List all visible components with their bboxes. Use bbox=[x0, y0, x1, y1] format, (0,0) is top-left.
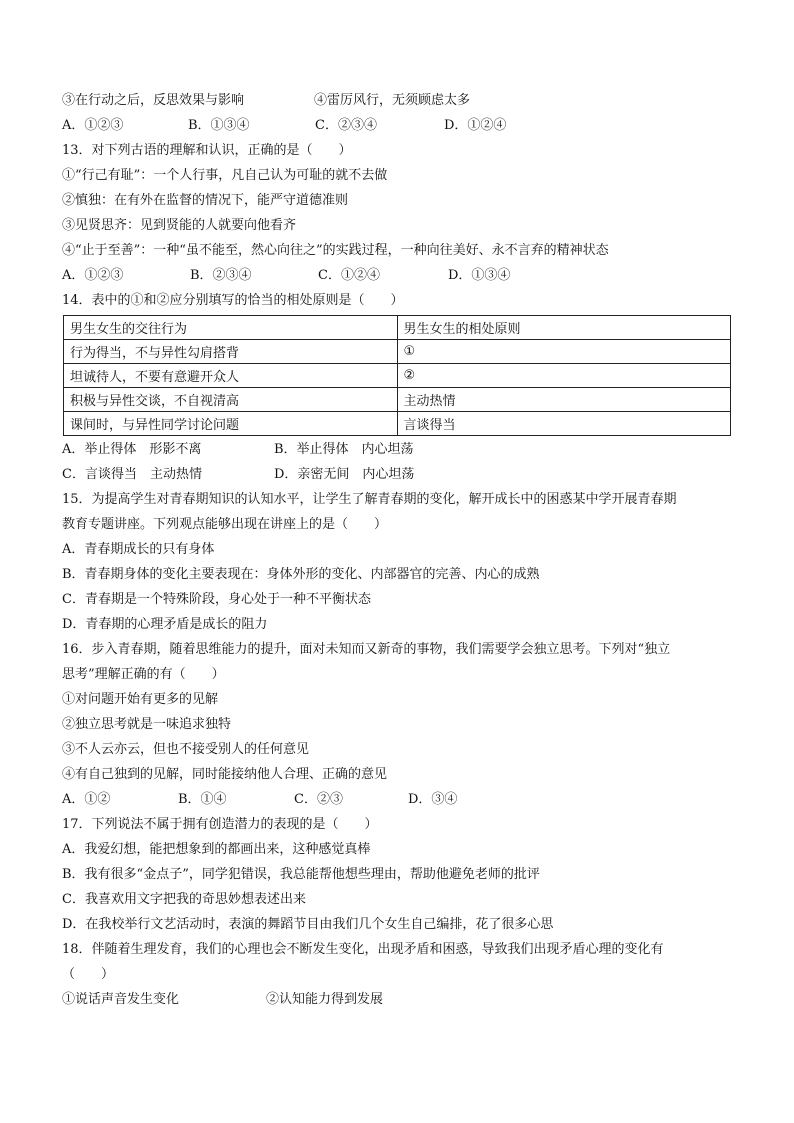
q15-stem-line-2: 教育专题讲座。下列观点能够出现在讲座上的是（ ） bbox=[62, 517, 388, 532]
q17-option-a: A．我爱幻想，能把想象到的都画出来，这种感觉真棒 bbox=[62, 842, 371, 857]
q14-options-row-2 bbox=[62, 462, 734, 487]
q13-item-3: ③见贤思齐：见到贤能的人就要向他看齐 bbox=[62, 218, 297, 233]
q16-stem-line-2: 思考”理解正确的有（ ） bbox=[62, 667, 225, 682]
q15-stem-line-1: 15．为提高学生对青春期知识的认知水平，让学生了解青春期的变化，解开成长中的困惑某中学开展青春期 bbox=[62, 492, 677, 507]
q14-stem: 14．表中的①和②应分别填写的恰当的相处原则是（ ） bbox=[62, 293, 404, 308]
q18-item-2: ②认知能力得到发展 bbox=[266, 992, 384, 1007]
q12-option-d: D．①②④ bbox=[444, 118, 507, 133]
q13-option-a: A．①②③ bbox=[62, 268, 124, 283]
table-header-principle: 男生女生的相处原则 bbox=[397, 316, 731, 340]
q14-option-d: D．亲密无间 内心坦荡 bbox=[274, 467, 415, 482]
table-row bbox=[64, 412, 731, 436]
q13-option-c: C．①②④ bbox=[318, 268, 380, 283]
table-cell: ② bbox=[397, 364, 731, 388]
q16-options bbox=[62, 787, 734, 812]
q12-option-a: A．①②③ bbox=[62, 118, 124, 133]
q17-option-d: D．在我校举行文艺活动时，表演的舞蹈节目由我们几个女生自己编排，花了很多心思 bbox=[62, 917, 554, 932]
table-row bbox=[64, 388, 731, 412]
table-header-row bbox=[64, 316, 731, 340]
q14-option-a: A．举止得体 形影不离 bbox=[62, 442, 202, 457]
q16-item-1: ①对问题开始有更多的见解 bbox=[62, 692, 219, 707]
q13-option-b: B．②③④ bbox=[190, 268, 252, 283]
q12-item-3: ③在行动之后，反思效果与影响 bbox=[62, 93, 245, 108]
q14-table bbox=[63, 315, 731, 436]
page-content bbox=[62, 88, 734, 1012]
q14-options-row-1 bbox=[62, 437, 734, 462]
q13-options bbox=[62, 263, 734, 288]
q17-stem: 17．下列说法不属于拥有创造潜力的表现的是（ ） bbox=[62, 817, 378, 832]
q16-item-4: ④有自己独到的见解，同时能接纳他人合理、正确的意见 bbox=[62, 767, 388, 782]
q12-item-4: ④雷厉风行，无须顾虑太多 bbox=[314, 93, 471, 108]
q17-option-b: B．我有很多“金点子”，同学犯错误，我总能帮他想些理由，帮助他避免老师的批评 bbox=[62, 867, 540, 882]
table-cell: 坦诚待人，不要有意避开众人 bbox=[64, 364, 398, 388]
q16-option-d: D．③④ bbox=[408, 792, 458, 807]
table-cell: 积极与异性交谈，不自视清高 bbox=[64, 388, 398, 412]
q15-option-d: D．青春期的心理矛盾是成长的阻力 bbox=[62, 617, 268, 632]
q18-item-1: ①说话声音发生变化 bbox=[62, 992, 180, 1007]
table-cell: ① bbox=[397, 340, 731, 364]
q13-item-4: ④“止于至善”：一种“虽不能至，然心向往之”的实践过程，一种向往美好、永不言弃的精神状态 bbox=[62, 243, 609, 258]
table-row bbox=[64, 340, 731, 364]
q18-stem-line-1: 18．伴随着生理发育，我们的心理也会不断发生变化，出现矛盾和困惑，导致我们出现矛盾心理的变化有 bbox=[62, 942, 664, 957]
q17-option-c: C．我喜欢用文字把我的奇思妙想表述出来 bbox=[62, 892, 306, 907]
q12-option-b: B．①③④ bbox=[188, 118, 250, 133]
table-cell: 行为得当，不与异性勾肩搭背 bbox=[64, 340, 398, 364]
q15-option-a: A．青春期成长的只有身体 bbox=[62, 542, 215, 557]
q16-stem-line-1: 16．步入青春期，随着思维能力的提升，面对未知而又新奇的事物，我们需要学会独立思考。下列对“独立 bbox=[62, 642, 671, 657]
q16-item-3: ③不人云亦云，但也不接受别人的任何意见 bbox=[62, 742, 310, 757]
q14-option-b: B．举止得体 内心坦荡 bbox=[274, 442, 414, 457]
q18-stem-line-2: （ ） bbox=[62, 967, 115, 982]
q16-option-c: C．②③ bbox=[294, 792, 343, 807]
q15-option-c: C．青春期是一个特殊阶段，身心处于一种不平衡状态 bbox=[62, 592, 371, 607]
q13-item-1: ①“行己有耻”：一个人行事，凡自己认为可耻的就不去做 bbox=[62, 168, 388, 183]
q12-items-row bbox=[62, 88, 734, 113]
q12-option-c: C．②③④ bbox=[315, 118, 377, 133]
q12-options bbox=[62, 113, 734, 138]
q16-option-b: B．①④ bbox=[178, 792, 227, 807]
table-row bbox=[64, 364, 731, 388]
q15-option-b: B．青春期身体的变化主要表现在：身体外形的变化、内部器官的完善、内心的成熟 bbox=[62, 567, 540, 582]
q16-item-2: ②独立思考就是一味追求独特 bbox=[62, 717, 232, 732]
table-header-behavior: 男生女生的交往行为 bbox=[64, 316, 398, 340]
table-cell: 主动热情 bbox=[397, 388, 731, 412]
q14-option-c: C．言谈得当 主动热情 bbox=[62, 467, 202, 482]
table-cell: 言谈得当 bbox=[397, 412, 731, 436]
q13-stem: 13．对下列古语的理解和认识，正确的是（ ） bbox=[62, 143, 352, 158]
q13-option-d: D．①③④ bbox=[448, 268, 511, 283]
q13-item-2: ②慎独：在有外在监督的情况下，能严守道德准则 bbox=[62, 193, 349, 208]
q16-option-a: A．①② bbox=[62, 792, 111, 807]
q18-items-row bbox=[62, 987, 734, 1012]
table-cell: 课间时，与异性同学讨论问题 bbox=[64, 412, 398, 436]
